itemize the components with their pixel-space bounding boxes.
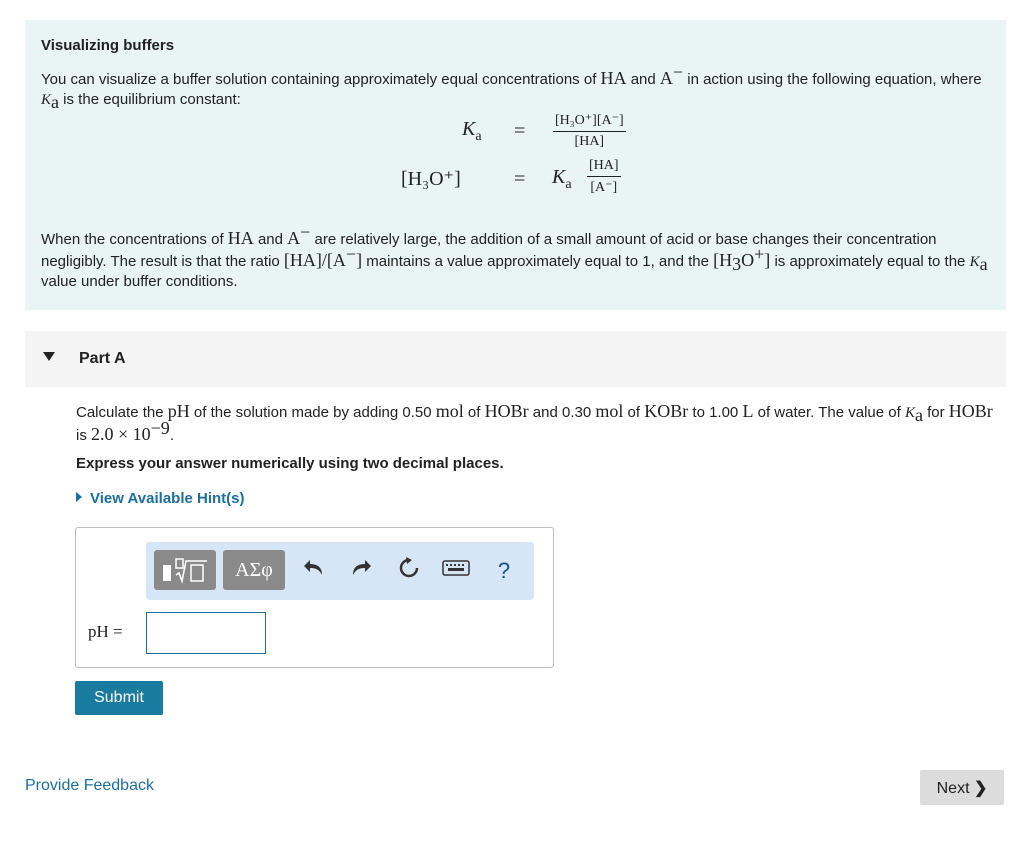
ph-answer-input[interactable] [146,612,266,654]
next-button[interactable] [920,770,1004,805]
reset-icon[interactable] [394,556,424,588]
collapse-triangle-icon[interactable] [43,352,55,361]
equations [41,110,990,228]
redo-icon[interactable] [346,556,376,588]
math-toolbar [146,542,534,600]
equation-h3o: [H₃O⁺] [401,168,461,190]
intro-title: Visualizing buffers [41,37,175,54]
view-hints-link[interactable]: View Available Hint(s) [76,490,245,507]
next-label: Next [936,779,970,797]
expand-triangle-icon [76,492,82,502]
intro-paragraph-2: When the concentrations of HA and A− are relatively large, the addition of a small amount of acid or base changes their concentration negligibly. The result is that the ratio [HA]/[A−] maintains a value approximately equal to 1, and the $[H_3O^+]$ is approximately equal to the $K_a$ value under buffer conditions. [41,222,988,290]
keyboard-icon[interactable] [441,556,471,586]
intro-panel [25,20,1006,310]
instruction: Express your answer numerically using two decimal places. [76,455,504,472]
equals-sign-1: = [514,120,526,142]
equals-sign-2: = [514,168,526,190]
answer-box [75,527,554,668]
help-icon[interactable]: ? [497,558,511,583]
question-text: Calculate the pH of the solution made by adding 0.50 mol of HOBr and 0.30 mol of KOBr to 1.00 L of water. The value of $K_a$ for HOBr is $2.0 \times 10^{-9}$. [76,401,993,444]
submit-button[interactable]: Submit [75,681,163,715]
intro-paragraph-1: You can visualize a buffer solution containing approximately equal concentrations of HA and A− in action using the following equation, where $K_a$ is the equilibrium constant: [41,62,982,112]
chevron-right-icon: ❯ [973,779,988,797]
equation-ka-2: $K_a$ [552,166,572,192]
fraction-2: $\frac{[HA]}{[A^-]}$ [589,158,619,195]
part-a-header[interactable] [25,331,1006,387]
templates-icon [159,555,211,585]
equation-ka: $K_a$ [462,118,482,144]
fraction-1: $\frac{\text{[H₃O⁺][A⁻]}}{[HA]}$ [555,113,624,149]
greek-symbols-button[interactable]: ΑΣφ [223,550,285,590]
part-a-label: Part A [79,350,126,367]
undo-icon[interactable] [299,556,329,588]
ph-label: pH = [88,622,123,641]
templates-button[interactable] [154,550,216,590]
provide-feedback-link[interactable]: Provide Feedback [25,777,154,794]
